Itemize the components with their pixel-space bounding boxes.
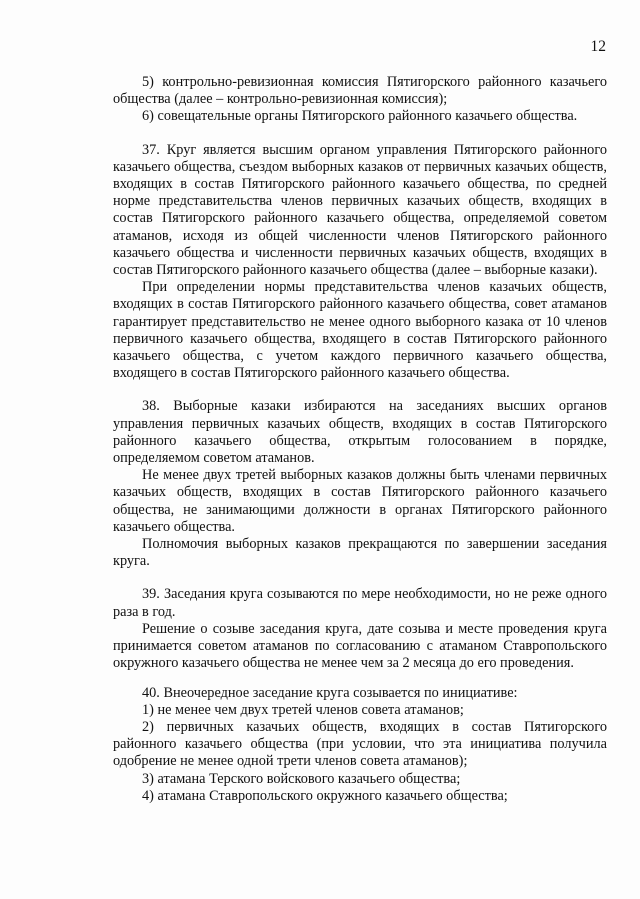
- paragraph-39-decision: Решение о созыве заседания круга, дате созыва и месте проведения круга принимается советом атаманов по согласованию с атаманом Ставропольского окружного казачьего общества не менее чем за 2 месяца до его проведения.: [113, 620, 607, 672]
- paragraph-40-item-4: 4) атамана Ставропольского окружного казачьего общества;: [142, 787, 508, 804]
- paragraph-38-powers: Полномочия выборных казаков прекращаются по завершении заседания круга.: [113, 536, 607, 570]
- page-number: 12: [590, 38, 606, 55]
- paragraph-37: 37. Круг является высшим органом управления Пятигорского районного казачьего общества, съездом выборных казаков от первичных казачьих обществ, входящих в состав Пятигорского районного казачьего общества, по средней норме представительства членов первичных казачьих обществ, входящих в состав Пятигорского районного казачьего общества, определяемой советом атаманов, исходя из общей численности членов Пятигорского районного казачьего общества и численности первичных казачьих обществ, входящих в состав Пятигорского районного казачьего общества (далее – выборные казаки).: [113, 141, 607, 279]
- paragraph-item-5: 5) контрольно-ревизионная комиссия Пятигорского районного казачьего общества (далее – контрольно-ревизионная комиссия);: [113, 74, 607, 108]
- paragraph-item-6: 6) совещательные органы Пятигорского районного казачьего общества.: [142, 108, 578, 125]
- paragraph-40-item-2: 2) первичных казачьих обществ, входящих в состав Пятигорского районного казачьего общества (при условии, что эта инициатива получила одобрение не менее одной трети членов совета атаманов);: [113, 718, 607, 770]
- paragraph-40: 40. Внеочередное заседание круга созывается по инициативе:: [142, 684, 518, 701]
- paragraph-38-members: Не менее двух третей выборных казаков должны быть членами первичных казачьих обществ, входящих в состав Пятигорского районного казачьего общества, не занимающими должности в органах Пятигорского районного казачьего общества.: [113, 467, 607, 535]
- paragraph-40-item-1: 1) не менее чем двух третей членов совета атаманов;: [142, 701, 464, 718]
- document-body: [113, 74, 607, 805]
- paragraph-38: 38. Выборные казаки избираются на заседаниях высших органов управления первичных казачьих обществ, входящих в состав Пятигорского районного казачьего общества, открытым голосованием в порядке, определяемом советом атаманов.: [113, 398, 607, 467]
- paragraph-40-item-3: 3) атамана Терского войскового казачьего общества;: [142, 770, 461, 787]
- paragraph-39: 39. Заседания круга созываются по мере необходимости, но не реже одного раза в год.: [113, 586, 607, 620]
- paragraph-37-norm: При определении нормы представительства членов казачьих обществ, входящих в состав Пятигорского районного казачьего общества, совет атаманов гарантирует представительство не менее одного выборного казака от 10 членов первичного казачьего общества, входящего в состав Пятигорского районного казачьего общества, с учетом каждого первичного казачьего общества, входящего в состав Пятигорского районного казачьего общества.: [113, 279, 607, 382]
